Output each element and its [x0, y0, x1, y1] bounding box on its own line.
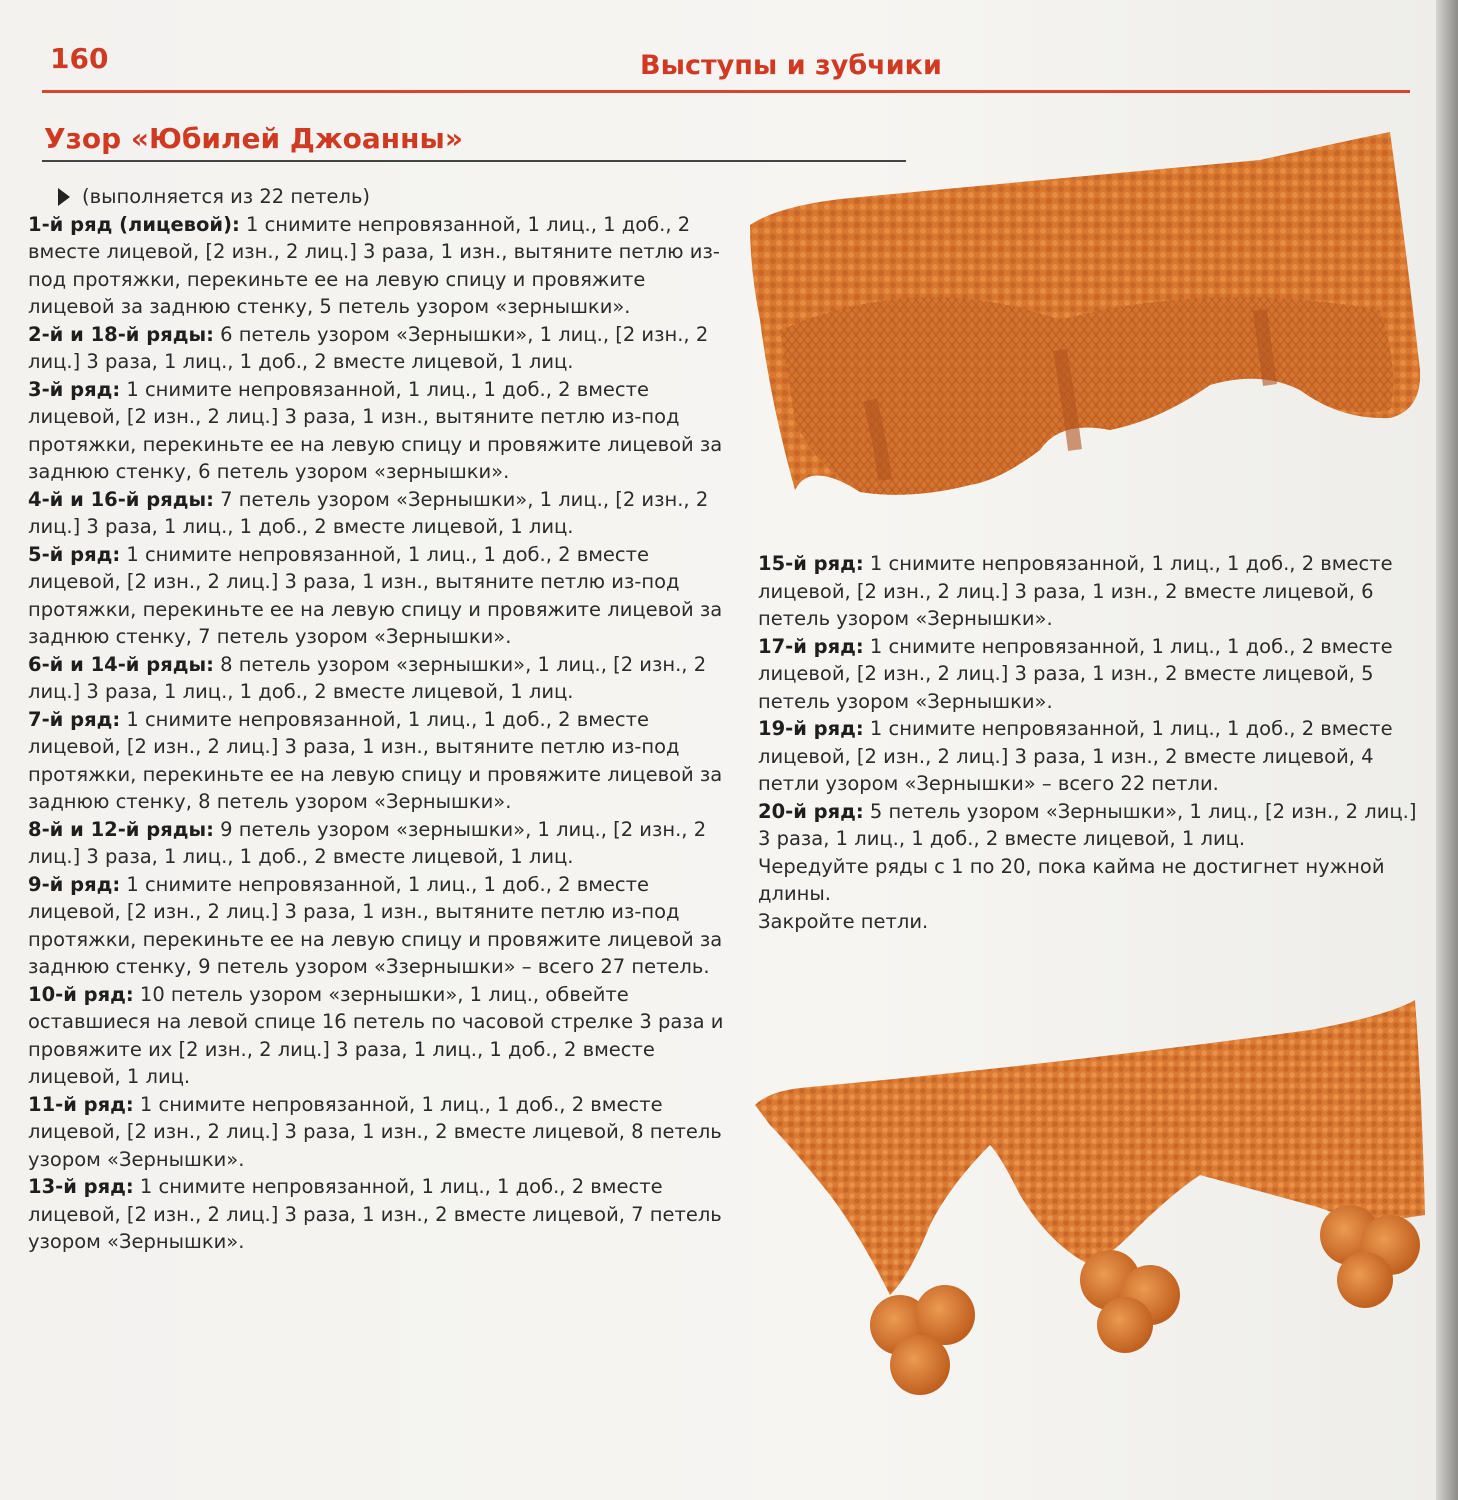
section-title: Выступы и зубчики — [640, 50, 942, 81]
row-text: 1 снимите непровязанной, 1 лиц., 1 доб., 2 вместе лицевой, [2 изн., 2 лиц.] 3 раза, 1 изн., 2 вместе лицевой, 7 петель узором «Зернышки». — [28, 1175, 722, 1253]
row-text: 6 петель узором «Зернышки», 1 лиц., [2 изн., 2 лиц.] 3 раза, 1 лиц., 1 доб., 2 вместе лицевой, 1 лиц. — [28, 322, 709, 373]
row-text: 1 снимите непровязанной, 1 лиц., 1 доб., 2 вместе лицевой, [2 изн., 2 лиц.] 3 раза, 1 изн., 2 вместе лицевой, 5 петель узором «Зернышки». — [758, 634, 1393, 713]
intro-text: (выполняется из 22 петель) — [82, 185, 371, 208]
row-label: 9-й ряд: — [28, 872, 121, 896]
closing-note: Чередуйте ряды с 1 по 20, пока кайма не достигнет нужной длины. — [758, 854, 1385, 905]
row-label: 8-й и 12-й ряды: — [28, 817, 214, 841]
pattern-row — [758, 715, 1418, 798]
pattern-row — [758, 550, 1418, 633]
row-text: 1 снимите непровязанной, 1 лиц., 1 доб., 2 вместе лицевой, [2 изн., 2 лиц.] 3 раза, 1 изн., вытяните петлю из-под протяжки, перекиньте ее на левую спицу и провяжите лицевой за заднюю стенку, 8 петель узором «Зернышки». — [28, 707, 723, 813]
page-gutter — [1436, 0, 1458, 1500]
row-label: 2-й и 18-й ряды: — [28, 322, 214, 346]
pattern-row — [28, 981, 728, 1091]
row-label: 4-й и 16-й ряды: — [28, 487, 214, 511]
pattern-row — [28, 1173, 728, 1256]
knitted-swatch-photo-top — [740, 120, 1430, 510]
closing-note: Закройте петли. — [758, 909, 929, 933]
pattern-row — [28, 1091, 728, 1174]
row-label: 7-й ряд: — [28, 707, 121, 731]
pattern-row — [28, 321, 728, 376]
pattern-row — [28, 541, 728, 651]
pattern-row — [28, 486, 728, 541]
row-text: 1 снимите непровязанной, 1 лиц., 1 доб., 2 вместе лицевой, [2 изн., 2 лиц.] 3 раза, 1 изн., вытяните петлю из-под протяжки, перекиньте ее на левую спицу и провяжите лицевой за заднюю стенку, 6 петель узором «зернышки». — [28, 377, 723, 483]
row-text: 1 снимите непровязанной, 1 лиц., 1 доб., 2 вместе лицевой, [2 изн., 2 лиц.] 3 раза, 1 изн., 2 вместе лицевой, 6 петель узором «Зернышки». — [758, 552, 1393, 630]
row-text: 1 снимите непровязанной, 1 лиц., 1 доб., 2 вместе лицевой, [2 изн., 2 лиц.] 3 раза, 1 изн., вытяните петлю из-под протяжки, перекиньте ее на левую спицу и провяжите лицевой за заднюю стенку, 5 петель узором «зернышки». — [28, 212, 720, 318]
bullet-triangle-icon — [58, 188, 70, 206]
pattern-row — [28, 816, 728, 871]
pattern-row — [758, 633, 1418, 716]
row-label: 1-й ряд (лицевой): — [28, 212, 240, 236]
instructions-right-column — [758, 550, 1418, 935]
row-label: 13-й ряд: — [28, 1175, 134, 1198]
row-label: 6-й и 14-й ряды: — [28, 652, 214, 676]
pattern-row — [758, 798, 1418, 853]
row-text: 10 петель узором «зернышки», 1 лиц., обвейте оставшиеся на левой спице 16 петель по часовой стрелке 3 раза и провяжите их [2 изн., 2 лиц.] 3 раза, 1 лиц., 1 доб., 2 вместе лицевой, 1 лиц. — [28, 982, 724, 1088]
pattern-row — [28, 706, 728, 816]
header-divider — [42, 90, 1410, 93]
row-text: 5 петель узором «Зернышки», 1 лиц., [2 изн., 2 лиц.] 3 раза, 1 лиц., 1 доб., 2 вместе лицевой, 1 лиц. — [758, 799, 1417, 850]
pattern-intro — [28, 183, 728, 211]
row-label: 20-й ряд: — [758, 799, 864, 823]
row-text: 8 петель узором «зернышки», 1 лиц., [2 изн., 2 лиц.] 3 раза, 1 лиц., 1 доб., 2 вместе лицевой, 1 лиц. — [28, 652, 707, 703]
row-label: 11-й ряд: — [28, 1092, 134, 1116]
row-label: 3-й ряд: — [28, 377, 121, 401]
rows-left-list — [28, 211, 728, 1256]
row-label: 10-й ряд: — [28, 982, 134, 1006]
pattern-row — [28, 651, 728, 706]
row-label: 17-й ряд: — [758, 634, 864, 658]
pattern-row — [28, 871, 728, 981]
row-text: 1 снимите непровязанной, 1 лиц., 1 доб., 2 вместе лицевой, [2 изн., 2 лиц.] 3 раза, 1 изн., 2 вместе лицевой, 8 петель узором «Зернышки». — [28, 1092, 722, 1171]
pattern-row — [28, 376, 728, 486]
row-text: 1 снимите непровязанной, 1 лиц., 1 доб., 2 вместе лицевой, [2 изн., 2 лиц.] 3 раза, 1 изн., 2 вместе лицевой, 4 петли узором «Зернышки» – всего 22 петли. — [758, 717, 1393, 795]
pattern-row — [28, 211, 728, 321]
row-label: 19-й ряд: — [758, 717, 864, 740]
row-label: 5-й ряд: — [28, 542, 121, 566]
knitted-swatch-photo-bottom — [750, 995, 1440, 1405]
row-text: 1 снимите непровязанной, 1 лиц., 1 доб., 2 вместе лицевой, [2 изн., 2 лиц.] 3 раза, 1 изн., вытяните петлю из-под протяжки, перекиньте ее на левую спицу и провяжите лицевой за заднюю стенку, 7 петель узором «Зернышки». — [28, 542, 723, 648]
pattern-title: Узор «Юбилей Джоанны» — [44, 122, 463, 155]
row-label: 15-й ряд: — [758, 552, 864, 575]
instructions-left-column — [28, 183, 728, 1256]
row-text: 7 петель узором «Зернышки», 1 лиц., [2 изн., 2 лиц.] 3 раза, 1 лиц., 1 доб., 2 вместе лицевой, 1 лиц. — [28, 487, 709, 538]
page-number: 160 — [50, 42, 109, 75]
row-text: 9 петель узором «зернышки», 1 лиц., [2 изн., 2 лиц.] 3 раза, 1 лиц., 1 доб., 2 вместе лицевой, 1 лиц. — [28, 817, 707, 868]
row-text: 1 снимите непровязанной, 1 лиц., 1 доб., 2 вместе лицевой, [2 изн., 2 лиц.] 3 раза, 1 изн., вытяните петлю из-под протяжки, перекиньте ее на левую спицу и провяжите лицевой за заднюю стенку, 9 петель узором «Ззернышки» – всего 27 петель. — [28, 872, 723, 978]
